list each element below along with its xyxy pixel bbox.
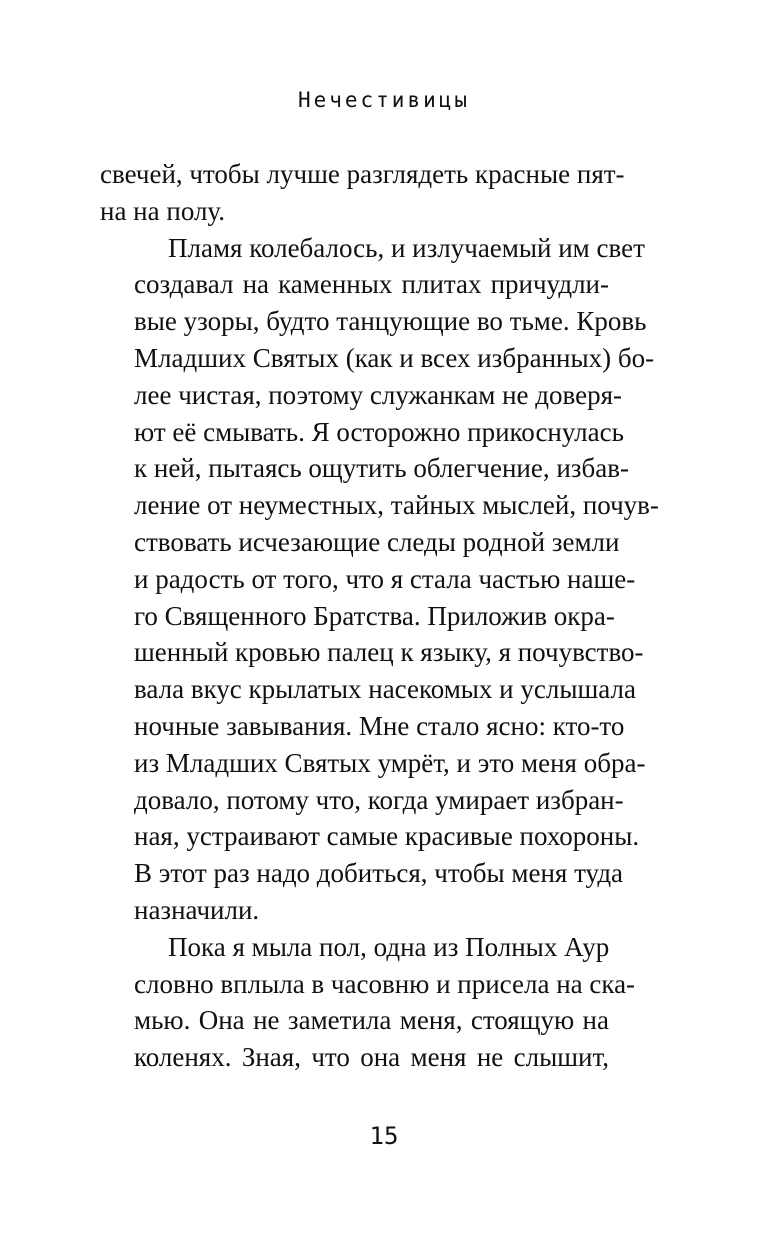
text-line: ная, устраивают самые красивые похороны. xyxy=(134,821,640,852)
text-line: ночные завывания. Мне стало ясно: кто-то xyxy=(134,710,625,741)
text-line: назначили. xyxy=(134,894,260,925)
text-line: лее чистая, поэтому служанкам не доверя- xyxy=(134,379,622,410)
paragraph xyxy=(100,156,625,230)
text-line: Младших Святых (как и всех избранных) бо- xyxy=(134,342,655,373)
text-line: создавал на каменных плитах причудли- xyxy=(134,269,609,300)
text-line: довало, потому что, когда умирает избран- xyxy=(134,784,624,815)
text-line: вала вкус крылатых насекомых и услышала xyxy=(134,674,636,705)
text-line: Пока я мыла пол, одна из Полных Аур xyxy=(168,931,610,962)
paragraph xyxy=(100,230,659,929)
running-head: Нечестивицы xyxy=(297,88,471,112)
text-line: из Младших Святых умрёт, и это меня обра- xyxy=(134,747,646,778)
text-line: к ней, пытаясь ощутить облегчение, избав- xyxy=(134,453,629,484)
text-line: вые узоры, будто танцующие во тьме. Кровь xyxy=(134,306,647,337)
text-line: шенный кровью палец к языку, я почувство- xyxy=(134,637,644,668)
body-text xyxy=(100,156,659,1076)
text-line: и радость от того, что я стала частью наше- xyxy=(134,563,636,594)
text-line: на на полу. xyxy=(100,195,225,226)
text-line: ствовать исчезающие следы родной земли xyxy=(134,526,620,557)
text-line: мью. Она не заметила меня, стоящую на xyxy=(134,1005,609,1036)
text-line: ют её смывать. Я осторожно прикоснулась xyxy=(134,416,624,447)
text-line: В этот раз надо добиться, чтобы меня туда xyxy=(134,858,624,889)
paragraph xyxy=(100,929,636,1076)
text-line: словно вплыла в часовню и присела на ска- xyxy=(134,968,636,999)
page-number: 15 xyxy=(369,1122,399,1150)
text-line: свечей, чтобы лучше разглядеть красные пят- xyxy=(100,159,625,189)
text-line: коленях. Зная, что она меня не слышит, xyxy=(134,1042,609,1073)
text-line: го Священного Братства. Приложив окра- xyxy=(134,600,615,631)
text-line: Пламя колебалось, и излучаемый им свет xyxy=(168,232,645,263)
text-line: ление от неуместных, тайных мыслей, почув- xyxy=(134,490,659,521)
